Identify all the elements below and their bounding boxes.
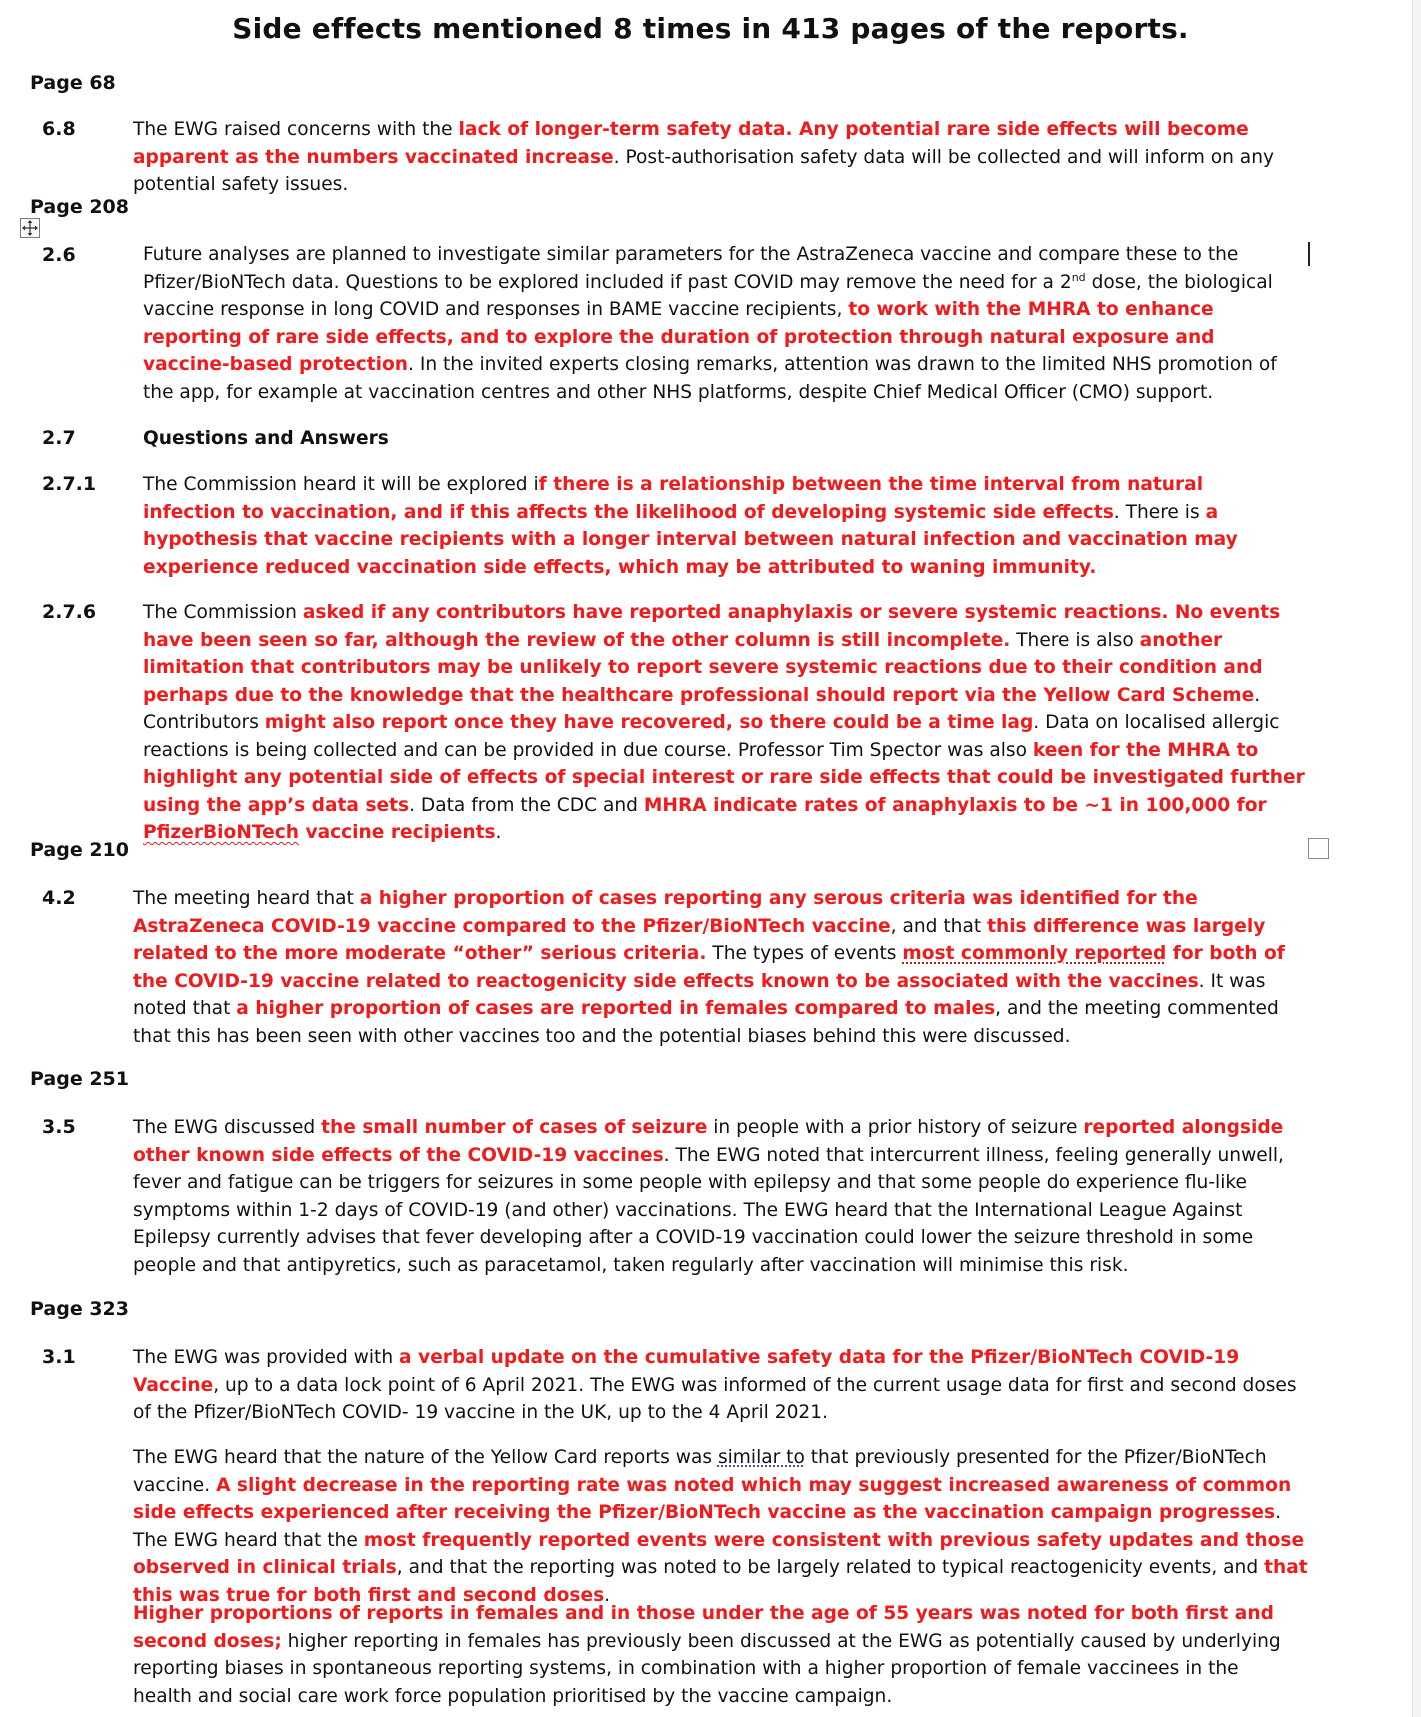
- text-run: The meeting heard that: [133, 888, 360, 909]
- paragraph-2-7-heading: [143, 425, 1303, 453]
- paragraph-number: 2.7: [42, 427, 76, 449]
- highlighted-text-run: the small number of cases of seizure: [321, 1117, 708, 1138]
- highlighted-text-run: most commonly reported: [902, 943, 1167, 964]
- page-heading-210: Page 210: [30, 839, 129, 861]
- highlighted-text-run: that this was true for both first and second doses: [133, 1557, 1308, 1606]
- page-heading-251: Page 251: [30, 1068, 129, 1090]
- paragraph-6-8: [133, 116, 1318, 199]
- highlighted-text-run: MHRA indicate rates of anaphylaxis to be ~1 in 100,000 for: [643, 794, 1267, 816]
- highlighted-text-run: to work with the MHRA to enhance reporting of rare side effects, and to explore the duration of protection through natural exposure and vaccine-based protection: [143, 299, 1215, 375]
- text-run: similar to: [717, 1447, 805, 1468]
- highlighted-text-run: f there is a relationship between the time interval from natural infection to vaccination, and if this affects the likelihood of developing systemic side effects: [143, 474, 1204, 523]
- text-run: . Post-authorisation safety data will be collected and will inform on any potential safety issues.: [133, 146, 1274, 195]
- text-run: The types of events: [706, 943, 903, 964]
- paragraph-3-1: [133, 1344, 1298, 1427]
- paragraph-3-1-females: [133, 1600, 1303, 1710]
- highlighted-text-run: vaccine recipients: [298, 822, 496, 843]
- empty-checkbox-icon[interactable]: [1308, 838, 1329, 859]
- four-arrow-move-icon: [21, 219, 39, 237]
- paragraph-number: 2.7.1: [42, 473, 97, 495]
- paragraph-number: 3.1: [42, 1346, 76, 1368]
- highlighted-text-run: reported alongside other known side effects of the COVID-19 vaccines: [133, 1117, 1284, 1166]
- highlighted-text-run: Higher proportions of reports in females and in those under the age of 55 years was noted for both first and second doses;: [133, 1603, 1274, 1652]
- paragraph-3-1-continued: [133, 1444, 1313, 1609]
- text-run: There is also: [1010, 629, 1140, 651]
- paragraph-number: 4.2: [42, 887, 76, 909]
- page-heading-68: Page 68: [30, 72, 116, 94]
- text-run: , up to a data lock point of 6 April 2021. The EWG was informed of the current usage data for first and second doses of the Pfizer/BioNTech COVID- 19 vaccine in the UK, up to the 4 April 2021.: [133, 1374, 1297, 1423]
- highlighted-text-run: for both of the COVID-19 vaccine related to reactogenicity side effects known to be associated with the vaccines: [133, 943, 1285, 992]
- text-run: . There is: [1113, 501, 1206, 523]
- highlighted-text-run: a hypothesis that vaccine recipients with a longer interval between natural infection and vaccination may experience reduced vaccination side effects, which may be attributed to waning immunity.: [143, 501, 1238, 578]
- highlighted-text-run: might also report once they have recovered, so there could be a time lag: [264, 712, 1034, 733]
- bold-heading-run: Questions and Answers: [143, 428, 389, 449]
- text-run: . Data on localised allergic reactions is being collected and can be provided in due course. Professor Tim Spector was also: [143, 712, 1280, 761]
- text-run: higher reporting in females has previously been discussed at the EWG as potentially caused by underlying reporting biases in spontaneous reporting systems, in combination with a higher proportion of female vaccinees in the health and social care work force population prioritised by the vaccine campaign.: [133, 1630, 1281, 1707]
- table-move-handle[interactable]: [20, 218, 40, 238]
- window-edge-scrollbar[interactable]: [1412, 0, 1421, 1717]
- text-run: . Contributors: [143, 684, 1261, 733]
- text-run: The EWG discussed: [133, 1117, 322, 1138]
- paragraph-4-2: [133, 885, 1308, 1050]
- paragraph-number: 3.5: [42, 1116, 76, 1138]
- highlighted-text-run: A slight decrease in the reporting rate was noted which may suggest increased awareness of common side effects experienced after receiving the Pfizer/BioNTech vaccine as the vaccination campaign progresses: [133, 1474, 1292, 1523]
- text-run: . It was noted that: [133, 970, 1266, 1019]
- paragraph-2-7-1: [143, 471, 1283, 581]
- paragraph-number: 2.7.6: [42, 601, 97, 623]
- text-run: The Commission heard it will be explored i: [143, 474, 539, 495]
- highlighted-text-run: this difference was largely related to the more moderate “other” serious criteria.: [133, 915, 1266, 964]
- text-run: . The EWG heard that the: [133, 1502, 1282, 1551]
- text-run: The EWG heard that the nature of the Yellow Card reports was: [133, 1447, 718, 1468]
- highlighted-text-run: another limitation that contributors may be unlikely to report severe systemic reactions due to their condition and perhaps due to the knowledge that the healthcare professional should report via the Yellow Card Scheme: [143, 629, 1263, 706]
- text-run: . The EWG noted that intercurrent illness, feeling generally unwell, fever and fatigue can be triggers for seizures in some people with epilepsy and that some people do experience flu-like symptoms within 1-2 days of COVID-19 (and other) vaccinations. The EWG heard that the International League Against Epilepsy currently advises that fever developing after a COVID-19 vaccination could lower the seizure threshold in some people and that antipyretics, such as paracetamol, taken regularly after vaccination will minimise this risk.: [133, 1144, 1284, 1276]
- text-run: , and that the reporting was noted to be largely related to typical reactogenicity events, and: [396, 1557, 1265, 1578]
- page-heading-208: Page 208: [30, 196, 129, 218]
- text-run: .: [604, 1584, 611, 1606]
- highlighted-text-run: a higher proportion of cases reporting any serous criteria was identified for the AstraZeneca COVID-19 vaccine compared to the Pfizer/BioNTech vaccine: [133, 888, 1198, 937]
- paragraph-number: 2.6: [42, 244, 76, 266]
- text-run: , and the meeting commented that this has been seen with other vaccines too and the potential biases behind this were discussed.: [133, 998, 1279, 1047]
- paragraph-2-7-6: [143, 599, 1308, 847]
- text-run: in people with a prior history of seizure: [707, 1117, 1084, 1138]
- text-cursor: [1308, 242, 1310, 266]
- highlighted-text-run: a higher proportion of cases are reported in females compared to males: [236, 998, 996, 1019]
- paragraph-number: 6.8: [42, 118, 76, 140]
- highlighted-text-run: most frequently reported events were consistent with previous safety updates and those observed in clinical trials: [133, 1529, 1305, 1578]
- highlighted-text-run: asked if any contributors have reported anaphylaxis or severe systemic reactions. No events have been seen so far, although the review of the other column is still incomplete.: [143, 602, 1281, 651]
- text-run: , and that: [890, 915, 988, 937]
- text-run: The EWG raised concerns with the: [133, 119, 459, 140]
- paragraph-2-6: [143, 241, 1303, 406]
- text-run: that previously presented for the Pfizer/BioNTech vaccine.: [133, 1447, 1267, 1496]
- text-run: . Data from the CDC and: [409, 794, 644, 816]
- highlighted-text-run: keen for the MHRA to highlight any potential side of effects of special interest or rare side effects that could be investigated further using the app’s data sets: [143, 739, 1305, 816]
- text-run: .: [495, 822, 502, 843]
- text-run: The EWG was provided with: [133, 1347, 400, 1368]
- paragraph-3-5: [133, 1114, 1298, 1279]
- highlighted-text-run: PfizerBioNTech: [143, 822, 299, 843]
- text-run: . In the invited experts closing remarks, attention was drawn to the limited NHS promotion of the app, for example at vaccination centres and other NHS platforms, despite Chief Medical Officer (CMO) support.: [143, 354, 1277, 403]
- text-run: Future analyses are planned to investigate similar parameters for the AstraZeneca vaccine and compare these to the Pfizer/BioNTech data. Questions to be explored included if past COVID may remove the need for a 2: [143, 244, 1239, 293]
- highlighted-text-run: a verbal update on the cumulative safety data for the Pfizer/BioNTech COVID-19 Vaccine: [133, 1347, 1240, 1396]
- page-heading-323: Page 323: [30, 1298, 129, 1320]
- text-run: nd: [1071, 270, 1086, 284]
- document-title: Side effects mentioned 8 times in 413 pages of the reports.: [232, 12, 1189, 45]
- text-run: dose, the biological vaccine response in long COVID and responses in BAME vaccine recipients,: [143, 271, 1273, 320]
- highlighted-text-run: lack of longer-term safety data. Any potential rare side effects will become apparent as the numbers vaccinated increase: [133, 119, 1249, 168]
- text-run: The Commission: [143, 602, 303, 623]
